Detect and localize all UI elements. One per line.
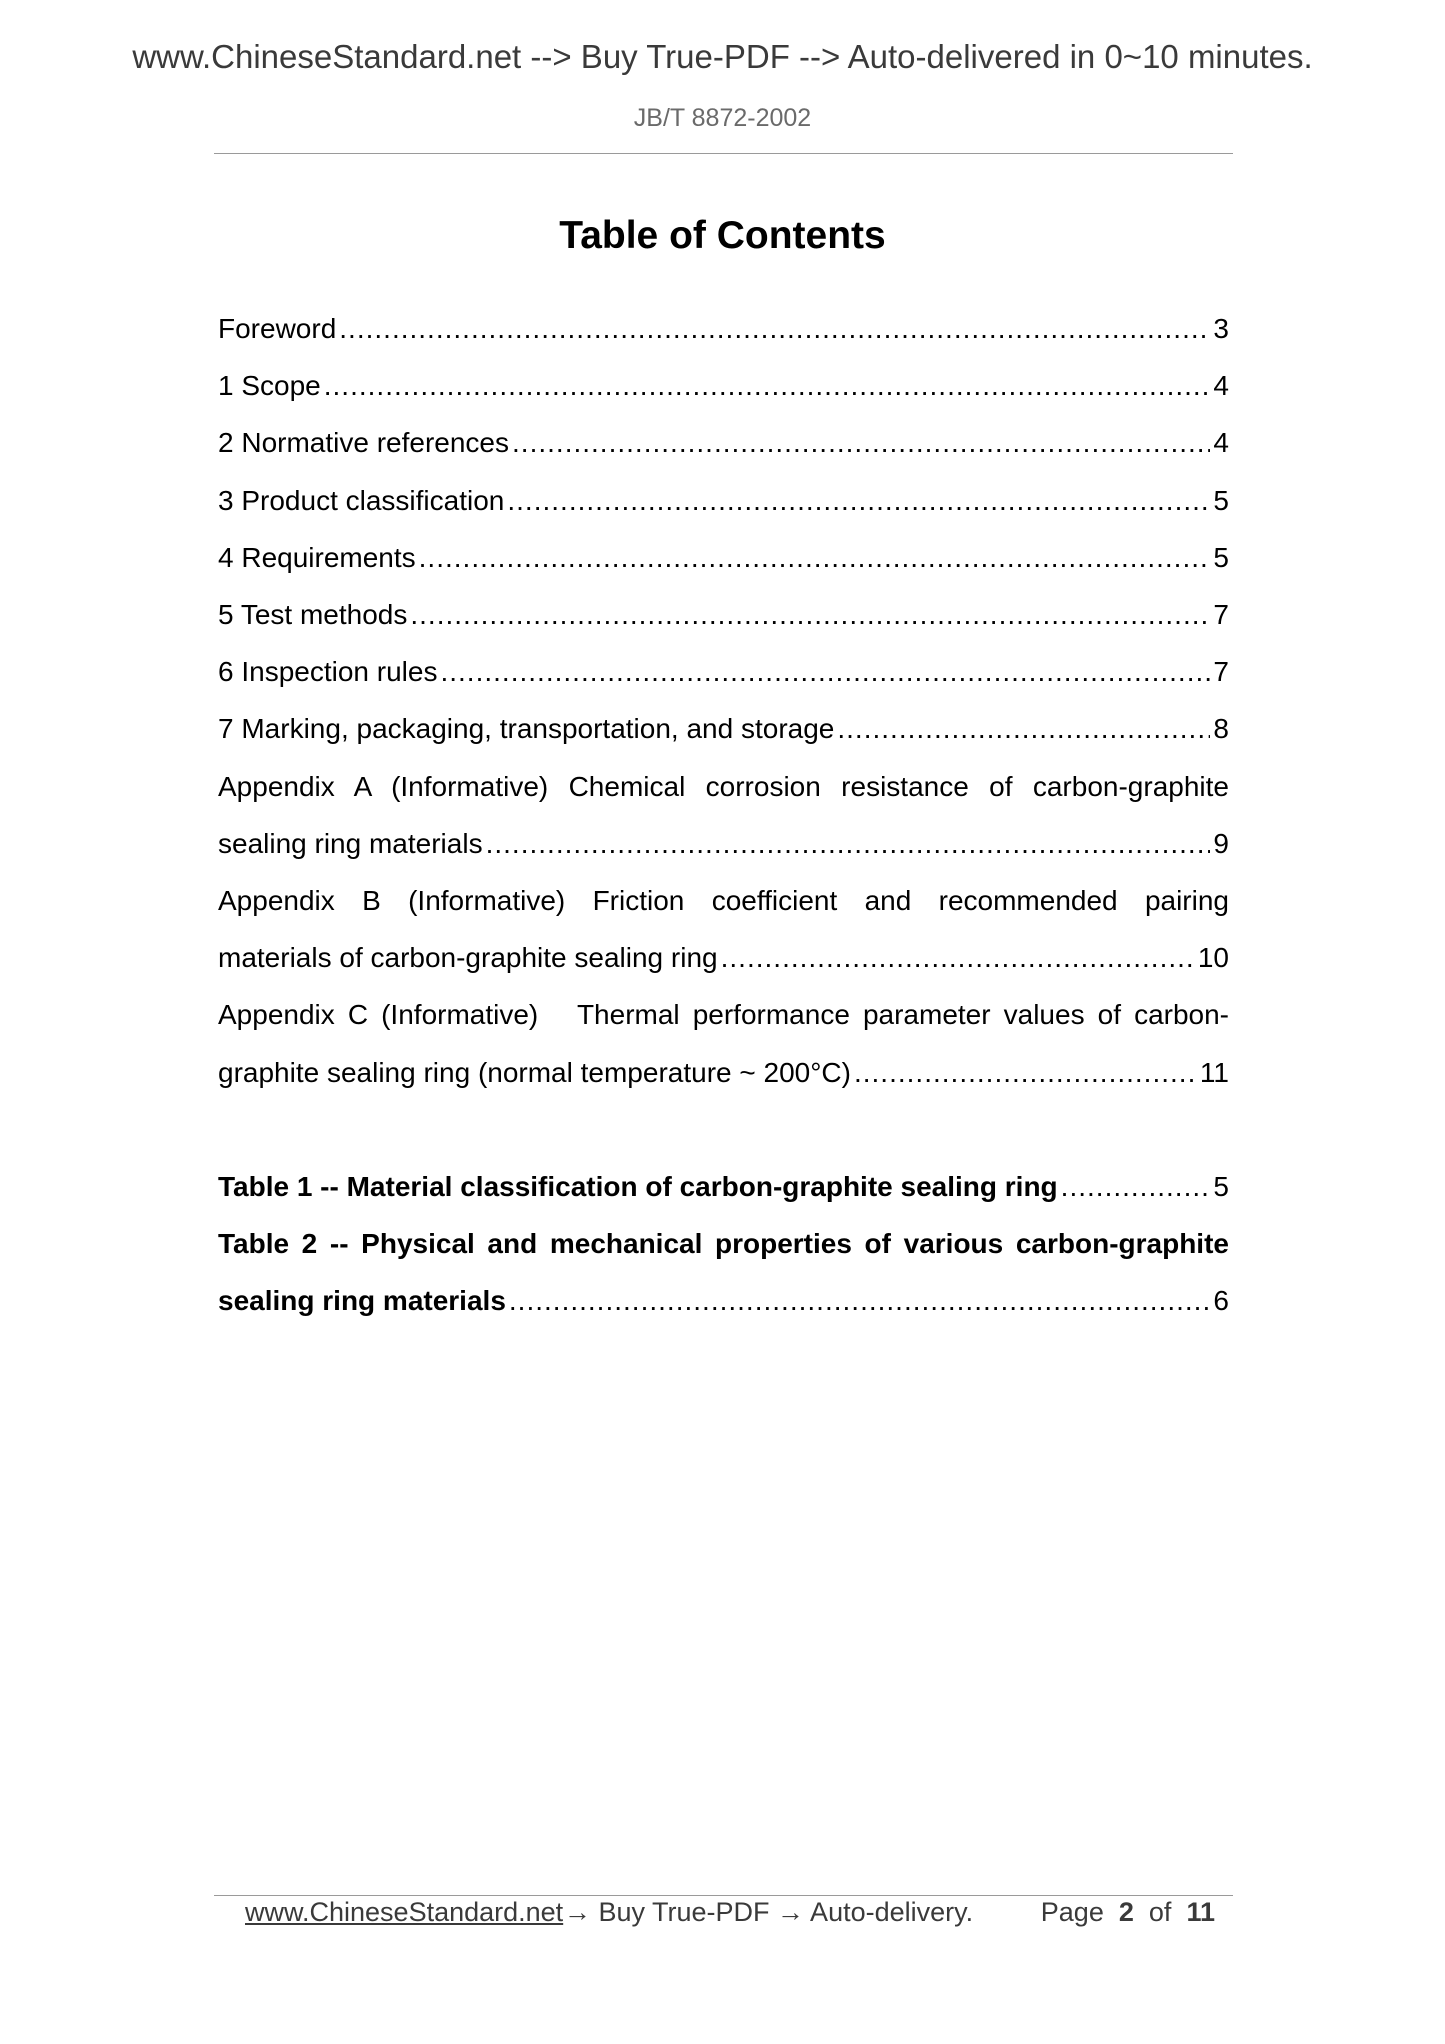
- toc-entry-product-classification[interactable]: [218, 472, 1229, 529]
- toc-page-number: 5: [1213, 484, 1229, 516]
- footer-divider: [214, 1895, 1233, 1896]
- page-current: 2: [1118, 1897, 1134, 1927]
- toc-page-number: 5: [1213, 541, 1229, 573]
- toc-entry-scope[interactable]: [218, 357, 1229, 414]
- toc-page-number: 4: [1213, 370, 1229, 402]
- toc-entry-table-1[interactable]: [218, 1158, 1229, 1215]
- toc-entry-label: Foreword: [218, 313, 337, 344]
- toc-entry-foreword[interactable]: [218, 300, 1229, 357]
- dot-leader: [410, 586, 1210, 643]
- toc-spacer: [218, 1101, 1229, 1158]
- toc-entry-label: 5 Test methods: [218, 599, 408, 631]
- dot-leader: [507, 472, 1210, 529]
- toc-list: [218, 300, 1229, 1329]
- toc-title: Table of Contents: [559, 214, 886, 257]
- toc-entry-label-line1: Appendix B (Informative) Friction coefficient and recommended pairing: [218, 885, 1229, 917]
- toc-page-number: 7: [1213, 599, 1229, 631]
- top-banner: www.ChineseStandard.net --> Buy True-PDF --> Auto-delivered in 0~10 minutes.: [132, 38, 1313, 75]
- toc-page-number: 10: [1197, 942, 1229, 974]
- toc-entry-appendix-a[interactable]: [218, 758, 1229, 872]
- toc-entry-label: 2 Normative references: [218, 427, 510, 459]
- toc-entry-label-line1: Appendix C (Informative) Thermal performance parameter values of carbon-: [218, 999, 1229, 1031]
- dot-leader: [509, 1272, 1211, 1329]
- toc-entry-label: 7 Marking, packaging, transportation, and storage: [218, 713, 835, 745]
- toc-entry-label: 6 Inspection rules: [218, 656, 438, 688]
- toc-entry-appendix-b[interactable]: [218, 872, 1229, 986]
- toc-entry-inspection-rules[interactable]: [218, 643, 1229, 700]
- page-of: of: [1148, 1897, 1172, 1927]
- toc-entry-label-line2: sealing ring materials: [218, 1285, 506, 1317]
- dot-leader: [721, 929, 1195, 986]
- toc-entry-marking-packaging[interactable]: [218, 700, 1229, 757]
- dot-leader: [512, 414, 1210, 471]
- page-indicator: [1041, 1897, 1215, 1928]
- toc-page-number: 7: [1213, 656, 1229, 688]
- header-divider: [214, 153, 1233, 154]
- toc-entry-label: 1 Scope: [218, 370, 321, 402]
- toc-entry-test-methods[interactable]: [218, 586, 1229, 643]
- page-total: 11: [1186, 1897, 1215, 1927]
- dot-leader: [854, 1044, 1197, 1101]
- toc-entry-normative-references[interactable]: [218, 414, 1229, 471]
- toc-page-number: 6: [1213, 1285, 1229, 1317]
- toc-page-number: 3: [1213, 313, 1229, 344]
- dot-leader: [419, 529, 1211, 586]
- toc-entry-label: Table 1 -- Material classification of carbon-graphite sealing ring: [218, 1170, 1058, 1202]
- footer-site-link[interactable]: www.ChineseStandard.net: [245, 1897, 564, 1927]
- toc-entry-label: 3 Product classification: [218, 484, 505, 516]
- page-footer: [245, 1897, 1215, 1942]
- dot-leader: [339, 300, 1210, 357]
- page-word: Page: [1040, 1897, 1104, 1927]
- toc-entry-label-line1: Appendix A (Informative) Chemical corrosion resistance of carbon-graphite: [218, 770, 1229, 802]
- toc-page-number: 4: [1213, 427, 1229, 459]
- dot-leader: [324, 357, 1211, 414]
- standard-code: JB/T 8872-2002: [633, 104, 812, 132]
- footer-promo-text: → Buy True-PDF → Auto-delivery.: [564, 1897, 974, 1927]
- toc-entry-table-2[interactable]: [218, 1215, 1229, 1329]
- dot-leader: [440, 643, 1210, 700]
- toc-page-number: 11: [1199, 1056, 1229, 1088]
- dot-leader: [837, 700, 1210, 757]
- toc-entry-label: 4 Requirements: [218, 541, 416, 573]
- dot-leader: [486, 815, 1211, 872]
- toc-page-number: 5: [1213, 1170, 1229, 1202]
- toc-entry-label-line2: graphite sealing ring (normal temperature ~ 200°C): [218, 1056, 851, 1088]
- toc-page-number: 8: [1213, 713, 1229, 745]
- toc-entry-label-line2: materials of carbon-graphite sealing ring: [218, 942, 718, 974]
- toc-page-number: 9: [1213, 827, 1229, 859]
- toc-entry-requirements[interactable]: [218, 529, 1229, 586]
- toc-entry-label-line2: sealing ring materials: [218, 827, 483, 859]
- toc-entry-label-line1: Table 2 -- Physical and mechanical properties of various carbon-graphite: [218, 1228, 1229, 1260]
- dot-leader: [1061, 1158, 1211, 1215]
- toc-entry-appendix-c[interactable]: [218, 986, 1229, 1100]
